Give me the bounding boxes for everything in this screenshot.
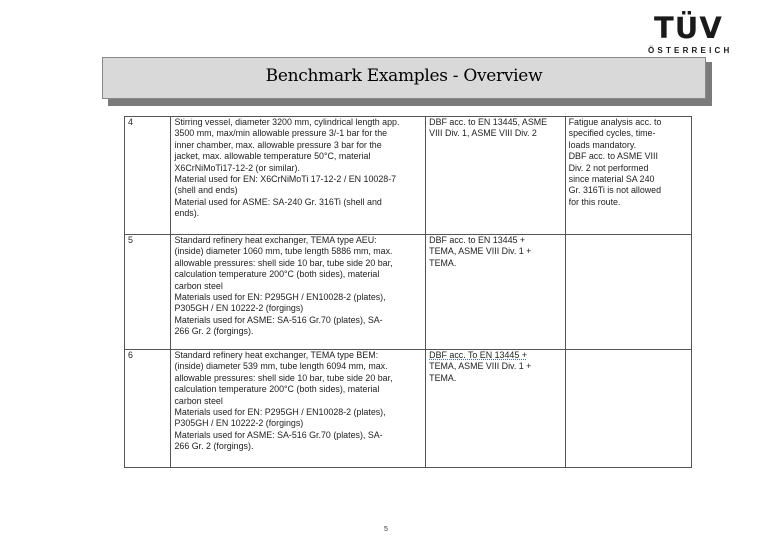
row-route [426,235,565,350]
description-line: (inside) diameter 1060 mm, tube length 5886 mm, max. [174,246,393,257]
description-line: inner chamber, max. allowable pressure 3 bar for the [174,139,382,150]
row-number: 4 [125,117,171,235]
description-line: Standard refinery heat exchanger, TEMA type AEU: [174,235,377,245]
route-line: TEMA, ASME VIII Div. 1 + [429,246,532,257]
row-description [171,235,426,350]
row-route [426,117,565,235]
description-line: Materials used for ASME: SA-516 Gr.70 (plates), SA- [174,314,383,325]
remarks-line: specified cycles, time- [568,128,656,139]
description-line: Materials used for EN: P295GH / EN10028-2 (plates), [174,292,386,303]
row-remarks [565,350,691,468]
description-line: ends). [174,208,200,219]
description-line: carbon steel [174,395,223,406]
description-line: 266 Gr. 2 (forgings). [174,441,254,452]
description-line: Standard refinery heat exchanger, TEMA type BEM: [174,350,379,360]
row-remarks [565,235,691,350]
remarks-line: for this route. [568,196,621,207]
description-line: 266 Gr. 2 (forgings). [174,326,254,337]
description-line: calculation temperature 200°C (both sides), material [174,384,380,395]
table-row [125,117,692,235]
description-line: (inside) diameter 539 mm, tube length 6094 mm, max. [174,361,388,372]
description-line: X6CrNiMoTi17-12-2 (or similar). [174,162,300,173]
row-route [426,350,565,468]
description-line: calculation temperature 200°C (both sides), material [174,269,380,280]
description-line: Materials used for ASME: SA-516 Gr.70 (plates), SA- [174,429,383,440]
description-line: Materials used for EN: P295GH / EN10028-2 (plates), [174,407,386,418]
table-row [125,235,692,350]
description-line: (shell and ends) [174,185,238,196]
remarks-line: since material SA 240 [568,174,655,185]
description-line: Stirring vessel, diameter 3200 mm, cylindrical length app. [174,117,400,127]
page-title: Benchmark Examples - Overview [265,66,543,86]
logo-sub-text: ÖSTERREICH [648,46,733,55]
tuv-logo [648,12,734,56]
description-line: 3500 mm, max/min allowable pressure 3/-1 bar for the [174,128,388,139]
row-number: 5 [125,235,171,350]
description-line: jacket, max. allowable temperature 50°C, material [174,151,371,162]
remarks-line: Fatigue analysis acc. to [568,117,662,127]
route-line: TEMA. [429,257,457,268]
description-line: P305GH / EN 10222-2 (forgings) [174,418,304,429]
benchmark-table [124,116,692,468]
remarks-line: loads mandatory. [568,139,637,150]
route-line: TEMA, ASME VIII Div. 1 + [429,361,532,372]
row-remarks [565,117,691,235]
row-number: 6 [125,350,171,468]
route-line: DBF acc. To EN 13445 + [429,350,527,360]
route-line: VIII Div. 1, ASME VIII Div. 2 [429,128,537,139]
logo-main-text: TÜV [654,11,723,45]
remarks-line: DBF acc. to ASME VIII [568,151,658,162]
description-line: allowable pressures: shell side 10 bar, tube side 20 bar, [174,257,393,268]
description-line: P305GH / EN 10222-2 (forgings) [174,303,304,314]
route-line: DBF acc. to EN 13445 + [429,235,526,245]
page-number: 5 [384,526,388,533]
route-line: DBF acc. to EN 13445, ASME [429,117,548,127]
description-line: Material used for ASME: SA-240 Gr. 316Ti (shell and [174,196,382,207]
table-row [125,350,692,468]
row-description [171,117,426,235]
remarks-line: Gr. 316Ti is not allowed [568,185,662,196]
description-line: Material used for EN: X6CrNiMoTi 17-12-2 / EN 10028-7 [174,174,397,185]
row-description [171,350,426,468]
description-line: allowable pressures: shell side 10 bar, tube side 20 bar, [174,372,393,383]
route-line: TEMA. [429,372,457,383]
description-line: carbon steel [174,280,223,291]
remarks-line: Div. 2 not performed [568,162,649,173]
title-banner [102,57,706,99]
